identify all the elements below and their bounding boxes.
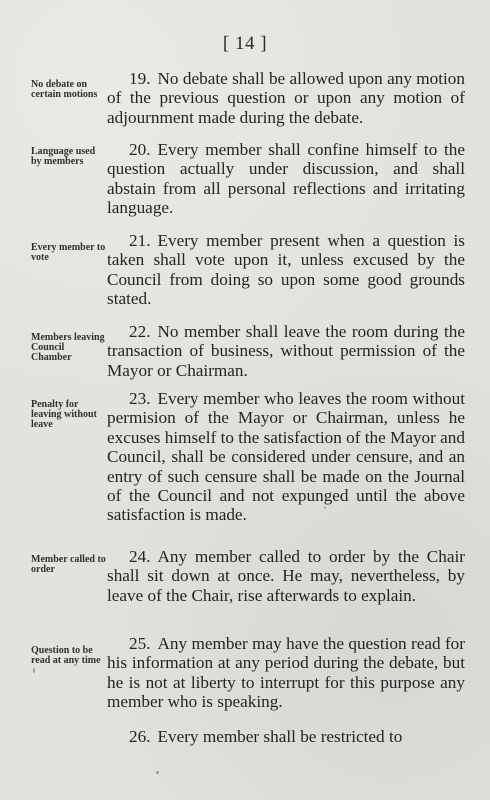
rule-19 <box>107 69 465 127</box>
rule-text-24: Any member called to order by the Chair shall sit down at once. He may, nevertheless, by leave of the Chair, rise afterwards to explain. <box>107 547 465 605</box>
rule-number-23: 23. <box>129 389 151 408</box>
rule-text-22: No member shall leave the room during the transaction of business, without permission of the Mayor or Chairman. <box>107 322 465 380</box>
rule-number-26: 26. <box>129 727 151 746</box>
rule-number-24: 24. <box>129 547 151 566</box>
rule-number-21: 21. <box>129 231 151 250</box>
rule-number-20: 20. <box>129 140 151 159</box>
margin-note-23: Penalty for leaving without leave <box>31 399 97 430</box>
margin-note-20: Language used by members <box>31 146 96 167</box>
rule-text-19: No debate shall be allowed upon any motion of the previous question or upon any motion of adjournment made during the debate. <box>107 69 465 127</box>
margin-note-19: No debate on certain motions <box>31 79 98 100</box>
rule-text-25: Any member may have the question read for his information at any period during the debate, but he is not at liberty to interrupt for this purpose any member who is speaking. <box>107 634 465 712</box>
rule-22 <box>107 322 465 380</box>
rule-number-22: 22. <box>129 322 151 341</box>
rule-20 <box>107 140 465 218</box>
rule-text-23: Every member who leaves the room without permision of the Mayor or Chairman, unless he excuses himself to the satisfaction of the Mayor and Council, shall be considered under censure, and an entry of such censure shall be made on the Journal of the Council and not expunged until the above satisfaction is made. <box>107 389 465 525</box>
rule-number-25: 25. <box>129 634 151 653</box>
rule-text-21: Every member present when a question is taken shall vote upon it, unless excused by the Council from doing so upon some good grounds stated. <box>107 231 465 309</box>
paper-speck <box>156 771 159 774</box>
rule-25 <box>107 634 465 712</box>
margin-note-25: Question to be read at any time <box>31 645 101 666</box>
margin-note-22: Members leaving Council Chamber <box>31 332 105 363</box>
rule-23 <box>107 389 465 525</box>
rule-text-20: Every member shall confine himself to the question actually under discussion, and shall abstain from all personal reflections and irritating language. <box>107 140 465 218</box>
paper-speck <box>33 668 35 673</box>
rule-number-19: 19. <box>129 69 151 88</box>
rule-21 <box>107 231 465 309</box>
rule-24 <box>107 547 465 605</box>
margin-note-21: Every member to vote <box>31 242 106 263</box>
margin-note-24: Member called to order <box>31 554 106 575</box>
paper-speck <box>324 507 326 509</box>
rule-26 <box>107 727 465 746</box>
rule-text-26: Every member shall be restricted to <box>157 727 403 746</box>
page-number: [ 14 ] <box>222 33 268 54</box>
